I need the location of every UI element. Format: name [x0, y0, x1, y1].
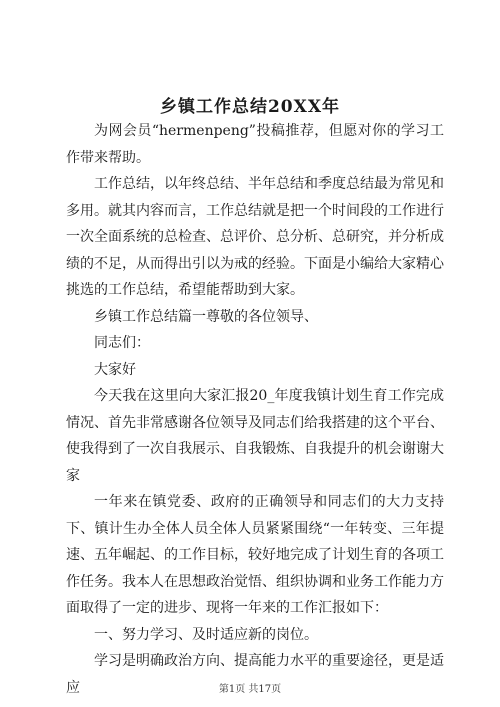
page-footer: 第1页 共17页	[218, 684, 282, 695]
paragraph: 工作总结，以年终总结、半年总结和季度总结最为常见和多用。就其内容而言，工作总结就是把一个时间段的工作进行一次全面系统的总检查、总评价、总分析、总研究，并分析成绩的不足，从而得出引以为戒的经验。下面是小编给大家精心挑选的工作总结，希望能帮助到大家。	[66, 176, 444, 298]
paragraph: 同志们：	[94, 335, 150, 351]
paragraph: 大家好	[94, 361, 136, 378]
paragraph: 一年来在镇党委、政府的正确领导和同志们的大力支持下、镇计生办全体人员全体人员紧紧围绕“一年转变、三年提速、五年崛起、的工作目标，较好地完成了计划生育的各项工作任务。我本人在思想政治觉悟、组织协调和业务工作能力方面取得了一定的进步、现将一年来的工作汇报如下：	[66, 494, 444, 616]
paragraph: 为网会员“hermenpeng”投稿推荐，但愿对你的学习工作带来帮助。	[66, 123, 444, 166]
paragraph: 学习是明确政治方向、提高能力水平的重要途径，更是适应	[66, 653, 444, 696]
paragraph: 乡镇工作总结篇一尊敬的各位领导、	[94, 308, 318, 325]
document-title: 乡镇工作总结20XX年	[159, 97, 341, 117]
document-body	[66, 118, 444, 701]
paragraph: 一、努力学习、及时适应新的岗位。	[94, 626, 318, 643]
paragraph: 今天我在这里向大家汇报20_年度我镇计划生育工作完成情况、首先非常感谢各位领导及同志们给我搭建的这个平台、使我得到了一次自我展示、自我锻炼、自我提升的机会谢谢大家	[66, 388, 444, 484]
